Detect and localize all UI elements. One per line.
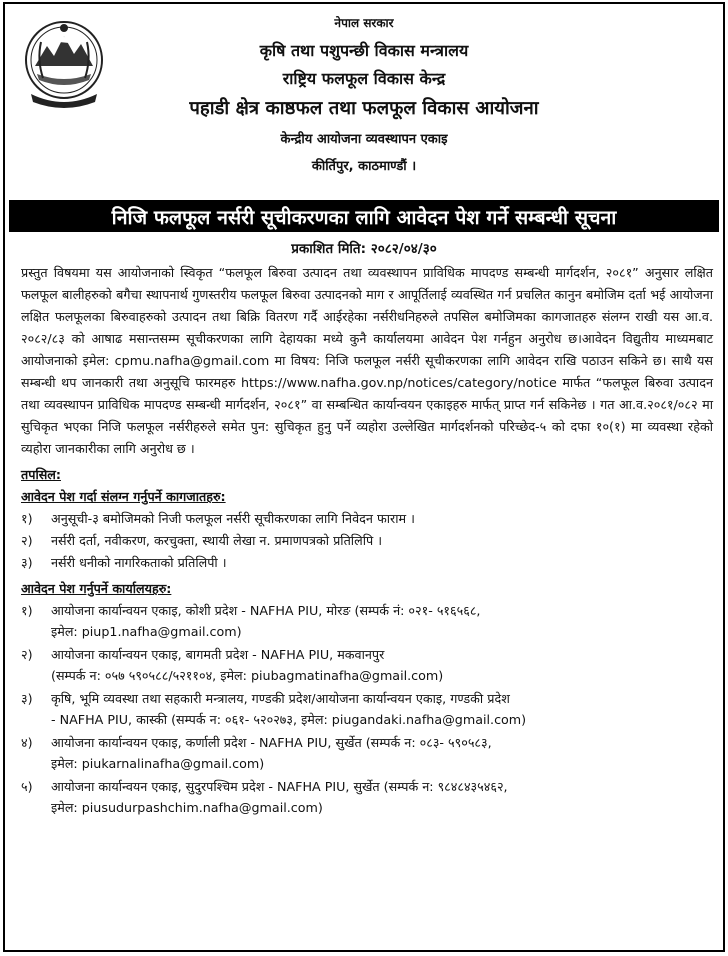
item-number: ४) (21, 735, 33, 750)
item-text: अनुसूची-३ बमोजिमको निजी फलफूल नर्सरी सूचीकरणका लागि निवेदन फाराम । (51, 511, 415, 526)
item-number: २) (21, 533, 33, 548)
centre-name: राष्ट्रिय फलफूल विकास केन्द्र (282, 69, 446, 88)
item-number: १) (21, 511, 33, 526)
list-item (21, 776, 713, 818)
unit-name: केन्द्रीय आयोजना व्यवस्थापन एकाइ (280, 132, 448, 147)
list-item (21, 530, 713, 552)
documents-heading: आवेदन पेश गर्दा संलग्न गर्नुपर्ने कागजातहरु: (21, 489, 226, 504)
tapsil-heading: तपसिल: (21, 467, 61, 482)
offices-heading: आवेदन पेश गर्नुपर्ने कार्यालयहरु: (21, 581, 172, 596)
item-text: नर्सरी धनीको नागरिकताको प्रतिलिपी । (51, 555, 227, 570)
project-name: पहाडी क्षेत्र काष्ठफल तथा फलफूल विकास आयोजना (189, 98, 539, 119)
letterhead (5, 10, 723, 174)
office-line: आयोजना कार्यान्वयन एकाइ, सुदुरपश्चिम प्रदेश - NAFHA PIU, सुर्खेत (सम्पर्क न: ९८४८४३५४६२, (51, 779, 508, 794)
body-paragraph: प्रस्तुत विषयमा यस आयोजनाको स्विकृत “फलफूल बिरुवा उत्पादन तथा व्यवस्थापन प्राविधिक मापदण्ड सम्बन्धी मार्गदर्शन, २०८१” अनुसार लक्षित फलफूल बालीहरुको बगैचा स्थापनार्थ गुणस्तरीय फलफूल बिरुवा उत्पादनको माग र आपूर्तिलाई व्यवस्थित गर्न प्रचलित कानुन बमोजिम दर्ता भई आयोजना लक्षित फलफूलका बिरुवाहरुको उत्पादन तथा बिक्रि वितरण गर्दै आईरहेका नर्सरीधनिहरुले तपसिल बमोजिमका कागजातहरु संलग्न राखी यस आ.व. २०८२/८३ को आषाढ मसान्तसम्म सूचीकरणका लागि देहायका मध्ये कुनै कार्यालयमा आवेदन पेश गर्नहुन अनुरोध छ।आवेदन विद्युतीय माध्यमबाट आयोजनाको इमेल: cpmu.nafha@gmail.com मा विषय: निजि फलफूल नर्सरी सूचीकरणका लागि आवेदन राखि पठाउन सकिने छ। साथै यस सम्बन्धी थप जानकारी तथा अनुसूचि फारमहरु https://www.nafha.gov.np/notices/category/notice मार्फत “फलफूल बिरुवा उत्पादन तथा व्यवस्थापन प्राविधिक मापदण्ड सम्बन्धी मार्गदर्शन, २०८१” वा सम्बन्धित कार्यान्वयन एकाइहरु मार्फत् प्राप्त गर्न सकिनेछ । गत आ.व.२०८१/०८२ मा सुचिकृत भएका निजि फलफूल नर्सरीहरुले समेत पुन: सुचिकृत हुनु पर्ने व्यहोरा उल्लेखित मार्गदर्शनको परिच्छेद-५ को दफा १०(१) मा व्यवस्था रहेको व्यहोरा जानकारीका लागि अनुरोध छ । (21, 265, 713, 456)
office-contact: (सम्पर्क न: ०५७ ५९०५८८/५२११०४, इमेल: piubagmatinafha@gmail.com) (51, 668, 444, 683)
list-item (21, 644, 713, 686)
published-date: प्रकाशित मिति: २०८२/०४/३० (291, 241, 437, 257)
documents-list (21, 508, 713, 574)
item-number: २) (21, 647, 33, 662)
list-item (21, 732, 713, 774)
list-item (21, 600, 713, 642)
item-number: ५) (21, 779, 33, 794)
office-contact: इमेल: piukarnalinafha@gmail.com) (51, 756, 265, 771)
list-item (21, 552, 713, 574)
ministry-name: कृषि तथा पशुपन्छी विकास मन्त्रालय (259, 41, 469, 60)
office-contact: - NAFHA PIU, कास्की (सम्पर्क न: ०६१- ५२०२७३, इमेल: piugandaki.nafha@gmail.com) (51, 712, 527, 727)
office-line: आयोजना कार्यान्वयन एकाइ, कर्णाली प्रदेश - NAFHA PIU, सुर्खेत (सम्पर्क न: ०८३- ५९०५८३, (51, 735, 492, 750)
offices-list (21, 600, 713, 818)
office-line: आयोजना कार्यान्वयन एकाइ, बागमती प्रदेश - NAFHA PIU, मकवानपुर (51, 647, 385, 662)
office-contact: इमेल: piusudurpashchim.nafha@gmail.com) (51, 800, 323, 815)
office-location: कीर्तिपुर, काठमाण्डौं । (311, 159, 417, 174)
office-line: आयोजना कार्यान्वयन एकाइ, कोशी प्रदेश - NAFHA PIU, मोरङ (सम्पर्क नं: ०२१- ५१६५६८, (51, 603, 481, 618)
list-item (21, 688, 713, 730)
item-number: १) (21, 603, 33, 618)
notice-title: निजि फलफूल नर्सरी सूचीकरणका लागि आवेदन पेश गर्ने सम्बन्धी सूचना (9, 200, 719, 232)
list-item (21, 508, 713, 530)
item-number: ३) (21, 555, 33, 570)
item-number: ३) (21, 691, 33, 706)
item-text: नर्सरी दर्ता, नवीकरण, करचुक्ता, स्थायी लेखा न. प्रमाणपत्रको प्रतिलिपि । (51, 533, 383, 548)
office-line: कृषि, भूमि व्यवस्था तथा सहकारी मन्त्रालय, गण्डकी प्रदेश/आयोजना कार्यान्वयन एकाइ, गण्डकी प्रदेश (51, 691, 510, 706)
office-contact: इमेल: piup1.nafha@gmail.com) (51, 624, 242, 639)
notice-page (3, 2, 725, 952)
government-name: नेपाल सरकार (334, 16, 394, 30)
notice-body (21, 262, 713, 820)
